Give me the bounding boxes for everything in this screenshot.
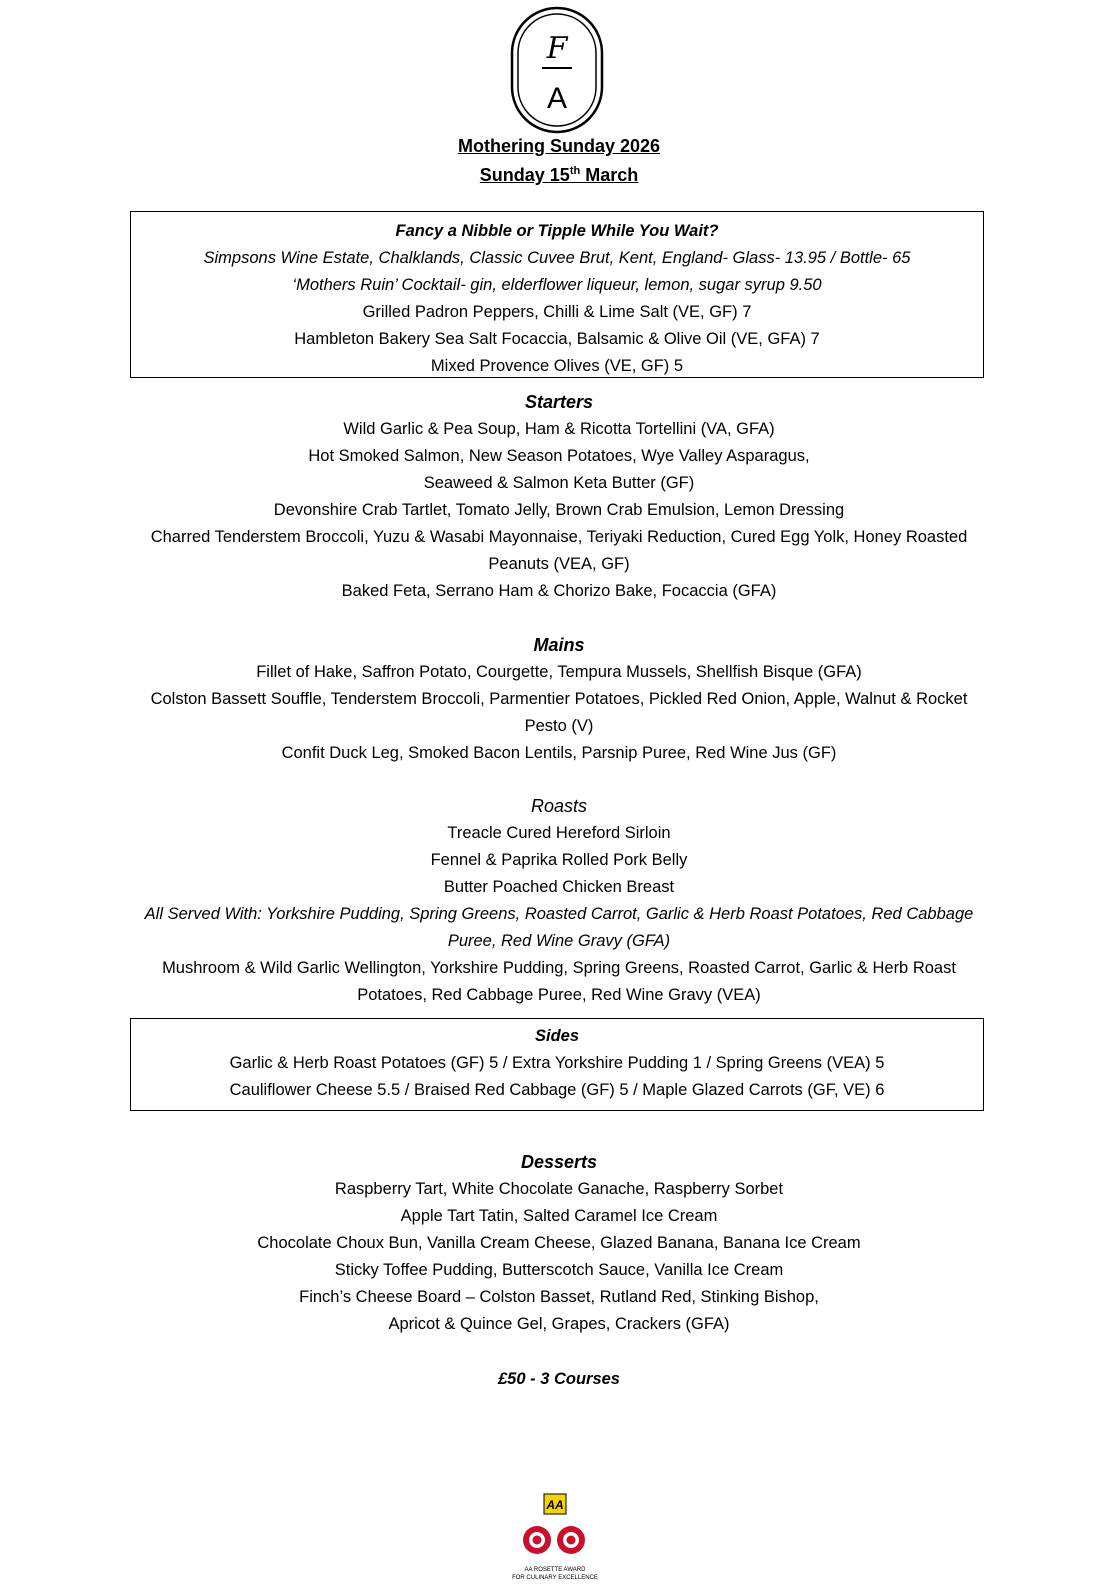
list-item: ‘Mothers Ruin’ Cocktail- gin, elderflower liqueur, lemon, sugar syrup 9.50 — [292, 276, 822, 294]
list-item: Butter Poached Chicken Breast — [443, 878, 675, 896]
list-item: Charred Tenderstem Broccoli, Yuzu & Wasabi Mayonnaise, Teriyaki Reduction, Cured Egg Yolk, Honey Roasted Peanuts (VEA, GF) — [150, 528, 968, 573]
restaurant-logo — [510, 6, 604, 134]
aa-badge-text: AA — [546, 1498, 564, 1512]
starters-section — [0, 389, 1118, 605]
list-item: Finch’s Cheese Board – Colston Basset, Rutland Red, Stinking Bishop, — [299, 1288, 819, 1306]
page-title: Mothering Sunday 2026 — [457, 136, 661, 156]
list-item: Simpsons Wine Estate, Chalklands, Classic Cuvee Brut, Kent, England- Glass- 13.95 / Bottle- 65 — [203, 249, 911, 267]
list-item: Apple Tart Tatin, Salted Caramel Ice Cream — [400, 1207, 718, 1225]
desserts-heading: Desserts — [520, 1152, 598, 1172]
logo-letter-a: A — [546, 82, 568, 115]
list-item: Raspberry Tart, White Chocolate Ganache, Raspberry Sorbet — [334, 1180, 784, 1198]
list-item: Mixed Provence Olives (VE, GF) 5 — [430, 357, 684, 375]
list-item: Baked Feta, Serrano Ham & Chorizo Bake, Focaccia (GFA) — [341, 582, 777, 600]
list-item: Sticky Toffee Pudding, Butterscotch Sauce, Vanilla Ice Cream — [334, 1261, 784, 1279]
logo-letter-f: F — [546, 31, 568, 66]
sides-heading: Sides — [534, 1027, 580, 1045]
list-item: Apricot & Quince Gel, Grapes, Crackers (GFA) — [388, 1315, 730, 1333]
list-item: Treacle Cured Hereford Sirloin — [447, 824, 671, 842]
award-caption-1: AA ROSETTE AWARD — [524, 1567, 586, 1573]
list-item: Chocolate Choux Bun, Vanilla Cream Cheese, Glazed Banana, Banana Ice Cream — [257, 1234, 861, 1252]
sides-box — [130, 1018, 984, 1111]
event-date: Sunday 15th March — [479, 165, 639, 185]
list-item: Cauliflower Cheese 5.5 / Braised Red Cabbage (GF) 5 / Maple Glazed Carrots (GF, VE) 6 — [229, 1081, 885, 1099]
desserts-section — [0, 1149, 1118, 1338]
list-item: Colston Bassett Souffle, Tenderstem Broccoli, Parmentier Potatoes, Pickled Red Onion, Apple, Walnut & Rocket Pesto (V) — [150, 690, 968, 735]
roasts-served-with: All Served With: Yorkshire Pudding, Spring Greens, Roasted Carrot, Garlic & Herb Roast Potatoes, Red Cabbage Puree, Red Wine Gravy (GFA) — [144, 905, 974, 950]
list-item: Garlic & Herb Roast Potatoes (GF) 5 / Extra Yorkshire Pudding 1 / Spring Greens (VEA) 5 — [229, 1054, 885, 1072]
starters-heading: Starters — [524, 392, 594, 412]
nibbles-heading: Fancy a Nibble or Tipple While You Wait? — [395, 222, 719, 240]
list-item: Grilled Padron Peppers, Chilli & Lime Salt (VE, GF) 7 — [362, 303, 752, 321]
list-item: Devonshire Crab Tartlet, Tomato Jelly, Brown Crab Emulsion, Lemon Dressing — [273, 501, 845, 519]
list-item: Hot Smoked Salmon, New Season Potatoes, Wye Valley Asparagus, — [308, 447, 810, 465]
price-text: £50 - 3 Courses — [498, 1370, 620, 1388]
list-item: Fillet of Hake, Saffron Potato, Courgette, Tempura Mussels, Shellfish Bisque (GFA) — [256, 663, 862, 681]
mains-section — [0, 632, 1118, 767]
roasts-heading: Roasts — [530, 796, 588, 816]
award-caption-2: FOR CULINARY EXCELLENCE — [512, 1575, 598, 1581]
roasts-veg-option: Mushroom & Wild Garlic Wellington, Yorkshire Pudding, Spring Greens, Roasted Carrot, Garlic & Herb Roast Potatoes, Red Cabbage Puree, Red Wine Gravy (VEA) — [162, 959, 956, 1004]
nibbles-box — [130, 211, 984, 378]
aa-rosette-award — [510, 1492, 600, 1588]
list-item: Confit Duck Leg, Smoked Bacon Lentils, Parsnip Puree, Red Wine Jus (GF) — [281, 744, 837, 762]
mains-heading: Mains — [533, 635, 585, 655]
list-item: Hambleton Bakery Sea Salt Focaccia, Balsamic & Olive Oil (VE, GFA) 7 — [294, 330, 820, 348]
list-item: Seaweed & Salmon Keta Butter (GF) — [423, 474, 695, 492]
list-item: Wild Garlic & Pea Soup, Ham & Ricotta Tortellini (VA, GFA) — [343, 420, 775, 438]
list-item: Fennel & Paprika Rolled Pork Belly — [430, 851, 688, 869]
roasts-section — [0, 793, 1118, 1009]
